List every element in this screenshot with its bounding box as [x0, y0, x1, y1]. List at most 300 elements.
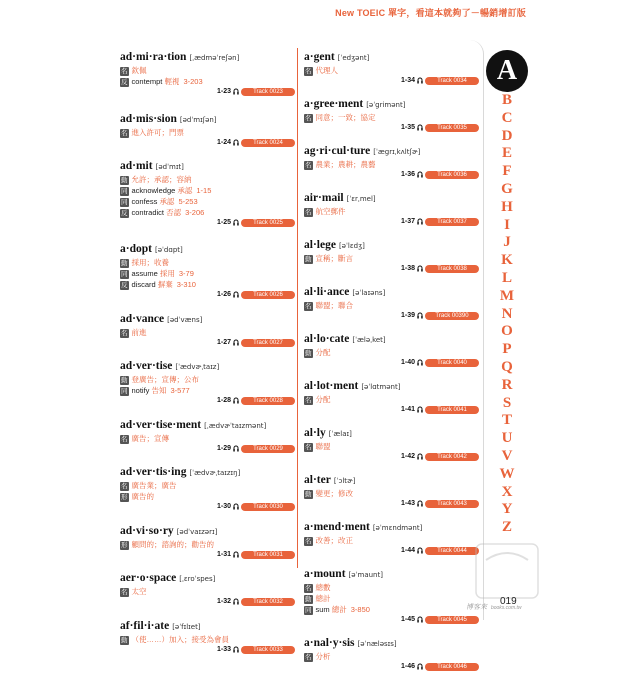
entry-footer: [120, 597, 295, 608]
sense-line: [304, 535, 479, 546]
headphone-icon: [233, 503, 239, 510]
definition: 廣告業；廣告: [131, 481, 177, 490]
entry-number: 1-35: [400, 124, 415, 131]
part-of-speech-badge: 同: [121, 198, 128, 206]
audio-track-button[interactable]: Track 0043: [425, 500, 479, 508]
audio-track-button[interactable]: Track 0046: [425, 663, 479, 671]
entry-footer: [120, 290, 295, 301]
entry-number: 1-33: [216, 646, 231, 653]
headword: [304, 473, 479, 488]
headphone-icon: [417, 359, 423, 366]
dictionary-entry: [120, 50, 295, 98]
part-of-speech-badge: 動: [305, 255, 312, 263]
dictionary-entry: [120, 418, 295, 455]
sense-line: [120, 539, 295, 550]
entry-footer: [120, 502, 295, 513]
related-word: [132, 77, 203, 86]
entry-number: 1-26: [216, 291, 231, 298]
pronunciation: [ədˈvaɪzərɪ]: [176, 528, 218, 536]
watermark-title: 博客來: [466, 604, 487, 611]
sense-line: [304, 488, 479, 499]
definition: 變更；修改: [315, 489, 353, 498]
pronunciation: [ˈɔltɚ]: [333, 477, 356, 485]
headword-text: aer·o·space: [120, 572, 177, 584]
entry-number: 1-34: [400, 77, 415, 84]
headword: [120, 571, 295, 586]
headword: [120, 465, 295, 480]
headphone-icon: [233, 646, 239, 653]
dictionary-entry: [304, 636, 479, 673]
sense-line: [120, 327, 295, 338]
part-of-speech-badge: 名: [121, 482, 128, 490]
alphabet-letter-x[interactable]: X: [501, 483, 513, 500]
audio-track-button[interactable]: Track 0026: [241, 291, 295, 299]
alphabet-letter-z[interactable]: Z: [501, 519, 512, 536]
sense-line: [120, 185, 295, 196]
audio-track-button[interactable]: Track 0031: [241, 551, 295, 559]
column-divider: [297, 48, 298, 568]
alphabet-letter-n[interactable]: N: [501, 305, 513, 322]
definition: （使……）加入；接受為會員: [131, 635, 229, 644]
headword: [120, 112, 295, 127]
sense-line: [304, 651, 479, 662]
alphabet-letter-l[interactable]: L: [501, 269, 512, 286]
part-of-speech-badge: 名: [305, 396, 312, 404]
left-column: [120, 50, 295, 656]
entry-footer: [120, 218, 295, 229]
headword: [120, 159, 295, 174]
sense-line: [120, 279, 295, 290]
sense-line: [120, 257, 295, 268]
audio-track-button[interactable]: Track 0027: [241, 339, 295, 347]
entry-number: 1-46: [400, 663, 415, 670]
headphone-icon: [233, 339, 239, 346]
related-word-cn: 否認: [166, 208, 182, 217]
alphabet-letter-y[interactable]: Y: [501, 501, 513, 518]
related-word-en: contempt: [131, 77, 165, 86]
headword-text: air·mail: [304, 192, 344, 204]
dictionary-entry: [120, 312, 295, 349]
sense-line: [304, 441, 479, 452]
part-of-speech-badge: 反: [121, 281, 128, 289]
entry-footer: [304, 123, 479, 134]
headphone-icon: [417, 500, 423, 507]
pronunciation: [ˈælaɪ]: [328, 430, 352, 438]
sense-line: [304, 394, 479, 405]
related-word-en: sum: [315, 605, 332, 614]
definition: 改善；改正: [315, 536, 353, 545]
audio-track-button[interactable]: Track 0024: [241, 139, 295, 147]
audio-track-button[interactable]: Track 0037: [425, 218, 479, 226]
alphabet-letter-c[interactable]: C: [501, 109, 513, 126]
dictionary-entry: [304, 191, 479, 228]
dictionary-entry: [120, 159, 295, 229]
audio-track-button[interactable]: Track 0044: [425, 547, 479, 555]
alphabet-letter-k[interactable]: K: [501, 252, 513, 269]
part-of-speech-badge: 形: [121, 541, 128, 549]
sense-line: [120, 374, 295, 385]
alphabet-letter-u[interactable]: U: [501, 430, 513, 447]
current-letter-tab[interactable]: A: [486, 50, 528, 92]
audio-track-button[interactable]: Track 0025: [241, 219, 295, 227]
entry-footer: [304, 170, 479, 181]
headphone-icon: [417, 547, 423, 554]
headphone-icon: [233, 219, 239, 226]
pronunciation: [ˈæləˌket]: [352, 336, 386, 344]
audio-track-button[interactable]: Track 0041: [425, 406, 479, 414]
definition: 分配: [315, 395, 331, 404]
pronunciation: [ədˈmɪt]: [155, 163, 184, 171]
audio-track-button[interactable]: Track 0038: [425, 265, 479, 273]
pronunciation: [ədˈmɪʃən]: [179, 116, 217, 124]
audio-track-button[interactable]: Track 0034: [425, 77, 479, 85]
definition: 聯盟；聯合: [315, 301, 353, 310]
entry-footer: [120, 645, 295, 656]
alphabet-letter-b[interactable]: B: [501, 92, 512, 108]
part-of-speech-badge: 動: [121, 176, 128, 184]
headword: [304, 332, 479, 347]
part-of-speech-badge: 名: [121, 329, 128, 337]
pronunciation: [ˈedʒənt]: [337, 54, 370, 62]
headword-text: a·gree·ment: [304, 98, 364, 110]
headphone-icon: [417, 77, 423, 84]
entry-footer: [120, 138, 295, 149]
dictionary-entry: [120, 465, 295, 513]
alphabet-letter-r[interactable]: R: [501, 376, 513, 393]
definition: 代理人: [315, 66, 338, 75]
entry-number: 1-40: [400, 359, 415, 366]
audio-track-button[interactable]: Track 0029: [241, 445, 295, 453]
audio-track-button[interactable]: Track 0030: [241, 503, 295, 511]
page-number: 019: [500, 596, 517, 607]
alphabet-letter-h[interactable]: H: [501, 198, 513, 215]
dictionary-entry: [304, 285, 479, 322]
headword: [304, 567, 479, 582]
book-header: New TOEIC 單字，看這本就夠了－暢銷增訂版: [335, 8, 526, 18]
headword: [304, 636, 479, 651]
sense-line: [304, 593, 479, 604]
related-word-cn: 摒棄: [157, 280, 173, 289]
part-of-speech-badge: 動: [305, 490, 312, 498]
dictionary-entry: [304, 332, 479, 369]
headword-text: ad·ver·tis·ing: [120, 466, 187, 478]
headword-text: al·ly: [304, 427, 326, 439]
related-word-cn: 總計: [331, 605, 347, 614]
entry-number: 1-31: [216, 551, 231, 558]
sense-line: [120, 634, 295, 645]
sense-line: [304, 159, 479, 170]
pronunciation: [əˈmaunt]: [348, 571, 383, 579]
part-of-speech-badge: 名: [121, 435, 128, 443]
sense-line: [304, 253, 479, 264]
headphone-icon: [417, 453, 423, 460]
pronunciation: [ədˈvæns]: [167, 316, 203, 324]
definition: 總計: [315, 594, 331, 603]
entry-number: 1-37: [400, 218, 415, 225]
sense-line: [120, 174, 295, 185]
sense-line: [120, 385, 295, 396]
pronunciation: [əˈfɪlɪet]: [172, 623, 201, 631]
headword: [120, 619, 295, 634]
definition: 農業；農耕；農藝: [315, 160, 376, 169]
related-word-en: assume: [131, 269, 160, 278]
related-word: [132, 197, 198, 206]
headword: [304, 144, 479, 159]
sense-line: [304, 582, 479, 593]
definition: 航空郵件: [315, 207, 346, 216]
part-of-speech-badge: 名: [305, 67, 312, 75]
audio-track-button[interactable]: Track 0035: [425, 124, 479, 132]
definition: 分析: [315, 652, 331, 661]
audio-track-button[interactable]: Track 0040: [425, 359, 479, 367]
pronunciation: [əˈgrimənt]: [366, 101, 406, 109]
headphone-icon: [233, 139, 239, 146]
part-of-speech-badge: 形: [121, 493, 128, 501]
part-of-speech-badge: 動: [305, 349, 312, 357]
dictionary-entry: [120, 524, 295, 561]
cross-reference: 1-15: [196, 186, 212, 195]
dictionary-entry: [120, 619, 295, 656]
sense-line: [304, 300, 479, 311]
entry-number: 1-39: [400, 312, 415, 319]
entry-number: 1-45: [400, 616, 415, 623]
headword-text: a·mount: [304, 568, 346, 580]
part-of-speech-badge: 名: [305, 161, 312, 169]
entry-footer: [120, 444, 295, 455]
related-word-cn: 承認: [177, 186, 193, 195]
alphabet-letter-q[interactable]: Q: [501, 358, 513, 375]
entry-footer: [304, 311, 479, 322]
pronunciation: [ˈædvɚˌtaɪzɪŋ]: [189, 469, 241, 477]
part-of-speech-badge: 反: [121, 78, 128, 86]
related-word-en: contradict: [131, 208, 167, 217]
part-of-speech-badge: 名: [305, 653, 312, 661]
definition: 廣告的: [131, 492, 154, 501]
entry-footer: [304, 264, 479, 275]
alphabet-letter-o[interactable]: O: [501, 323, 513, 340]
entry-number: 1-24: [216, 139, 231, 146]
dictionary-entry: [304, 238, 479, 275]
pronunciation: [əˈlɛdʒ]: [338, 242, 365, 250]
part-of-speech-badge: 名: [305, 208, 312, 216]
sense-line: [304, 112, 479, 123]
part-of-speech-badge: 名: [305, 302, 312, 310]
part-of-speech-badge: 名: [305, 443, 312, 451]
related-word-cn: 承認: [159, 197, 175, 206]
part-of-speech-badge: 同: [121, 187, 128, 195]
entry-number: 1-27: [216, 339, 231, 346]
headphone-icon: [417, 218, 423, 225]
sense-line: [120, 207, 295, 218]
headword-text: ad·mis·sion: [120, 113, 177, 125]
sense-line: [120, 433, 295, 444]
headphone-icon: [233, 445, 239, 452]
entry-number: 1-32: [216, 598, 231, 605]
entry-footer: [304, 615, 479, 626]
dictionary-entry: [304, 144, 479, 181]
headword: [120, 524, 295, 539]
definition: 聯盟: [315, 442, 331, 451]
dictionary-entry: [120, 112, 295, 149]
cross-reference: 3-577: [170, 386, 190, 395]
sense-line: [304, 206, 479, 217]
pronunciation: [ˌædməˈreʃən]: [189, 54, 240, 62]
pronunciation: [ˌædvɚˈtaɪzmənt]: [204, 422, 267, 430]
headword: [120, 418, 295, 433]
entry-number: 1-23: [216, 88, 231, 95]
audio-track-button[interactable]: Track 00390: [425, 312, 479, 320]
part-of-speech-badge: 反: [121, 209, 128, 217]
entry-number: 1-43: [400, 500, 415, 507]
audio-track-button[interactable]: Track 0042: [425, 453, 479, 461]
dictionary-entry: [304, 97, 479, 134]
sense-line: [120, 491, 295, 502]
alphabet-letter-f[interactable]: F: [502, 163, 512, 180]
part-of-speech-badge: 同: [121, 270, 128, 278]
headphone-icon: [417, 171, 423, 178]
headphone-icon: [417, 406, 423, 413]
part-of-speech-badge: 動: [121, 636, 128, 644]
headword: [304, 50, 479, 65]
definition: 分配: [315, 348, 331, 357]
headword: [120, 242, 295, 257]
headword-text: ad·vance: [120, 313, 165, 325]
definition: 允許；承認；容納: [131, 175, 192, 184]
dictionary-entry: [304, 379, 479, 416]
entry-footer: [120, 338, 295, 349]
headword-text: ad·mit: [120, 160, 153, 172]
headword-text: a·mend·ment: [304, 521, 370, 533]
headword-text: ad·ver·tise: [120, 360, 173, 372]
part-of-speech-badge: 動: [121, 259, 128, 267]
entry-number: 1-42: [400, 453, 415, 460]
headphone-icon: [417, 663, 423, 670]
watermark-subtitle: books.com.tw: [490, 605, 522, 611]
dictionary-entry: [304, 473, 479, 510]
alphabet-letter-v[interactable]: V: [501, 447, 513, 464]
dictionary-entry: [304, 426, 479, 463]
entry-number: 1-30: [216, 503, 231, 510]
definition: 顧問的；諮詢的；勸告的: [131, 540, 214, 549]
sense-line: [120, 586, 295, 597]
pronunciation: [əˈdɑpt]: [154, 246, 183, 254]
alphabet-letter-d[interactable]: D: [501, 127, 513, 144]
cross-reference: 5-253: [178, 197, 198, 206]
headphone-icon: [417, 312, 423, 319]
pronunciation: [ˈædvɚˌtaɪz]: [175, 363, 220, 371]
definition: 進入許可；門票: [131, 128, 184, 137]
alphabet-letter-e[interactable]: E: [501, 145, 512, 162]
headword-text: ad·ver·tise·ment: [120, 419, 202, 431]
pronunciation: [ˌɛroˈspes]: [179, 575, 216, 583]
entry-footer: [304, 546, 479, 557]
entry-number: 1-36: [400, 171, 415, 178]
entry-number: 1-38: [400, 265, 415, 272]
headword: [304, 426, 479, 441]
sense-line: [304, 604, 479, 615]
entry-footer: [304, 358, 479, 369]
headphone-icon: [233, 598, 239, 605]
pronunciation: [ˈægrɪˌkʌltʃɚ]: [373, 148, 421, 156]
alphabet-letter-m[interactable]: M: [499, 287, 515, 304]
entry-number: 1-25: [216, 219, 231, 226]
audio-track-button[interactable]: Track 0023: [241, 88, 295, 96]
related-word-en: acknowledge: [131, 186, 178, 195]
entry-footer: [304, 499, 479, 510]
headword-text: al·lo·cate: [304, 333, 350, 345]
pronunciation: [əˈmɛndmənt]: [372, 524, 423, 532]
related-word-en: discard: [131, 280, 158, 289]
entry-footer: [304, 217, 479, 228]
headword-text: a·dopt: [120, 243, 152, 255]
watermark-logo: [472, 540, 542, 602]
alphabet-letter-p[interactable]: P: [502, 341, 512, 358]
headword: [120, 312, 295, 327]
entry-number: 1-44: [400, 547, 415, 554]
part-of-speech-badge: 名: [121, 588, 128, 596]
alphabet-letter-s[interactable]: S: [502, 394, 512, 411]
definition: 太空: [131, 587, 147, 596]
related-word: [316, 605, 370, 614]
related-word-cn: 輕視: [164, 77, 180, 86]
cross-reference: 3-79: [178, 269, 194, 278]
definition: 登廣告；宣傳；公布: [131, 375, 199, 384]
headword-text: al·lot·ment: [304, 380, 359, 392]
part-of-speech-badge: 同: [121, 387, 128, 395]
headword: [304, 520, 479, 535]
headphone-icon: [233, 397, 239, 404]
dictionary-entry: [120, 242, 295, 301]
entry-footer: [120, 550, 295, 561]
entry-footer: [120, 396, 295, 407]
dictionary-entry: [304, 520, 479, 557]
audio-track-button[interactable]: Track 0032: [241, 598, 295, 606]
alphabet-letter-i[interactable]: I: [504, 216, 510, 233]
headword: [120, 359, 295, 374]
dictionary-entry: [304, 50, 479, 87]
entry-number: 1-29: [216, 445, 231, 452]
alphabet-letter-j[interactable]: J: [503, 234, 511, 251]
sense-line: [120, 127, 295, 138]
definition: 宣稱；斷言: [315, 254, 353, 263]
pronunciation: [əˈlɑtmənt]: [361, 383, 401, 391]
audio-track-button[interactable]: Track 0033: [241, 646, 295, 654]
alphabet-letter-g[interactable]: G: [501, 180, 513, 197]
headphone-icon: [233, 551, 239, 558]
part-of-speech-badge: 名: [121, 129, 128, 137]
sense-line: [304, 347, 479, 358]
part-of-speech-badge: 動: [121, 376, 128, 384]
headword-text: af·fil·i·ate: [120, 620, 170, 632]
sense-line: [120, 196, 295, 207]
audio-track-button[interactable]: Track 0045: [425, 616, 479, 624]
alphabet-letter-w[interactable]: W: [499, 465, 515, 482]
headword: [304, 191, 479, 206]
part-of-speech-badge: 名: [121, 67, 128, 75]
headword-text: al·lege: [304, 239, 336, 251]
entry-footer: [304, 662, 479, 673]
definition: 總數: [315, 583, 331, 592]
related-word-en: notify: [131, 386, 152, 395]
headword-text: a·nal·y·sis: [304, 637, 355, 649]
audio-track-button[interactable]: Track 0028: [241, 397, 295, 405]
headphone-icon: [233, 88, 239, 95]
entry-footer: [304, 76, 479, 87]
part-of-speech-badge: 名: [305, 114, 312, 122]
audio-track-button[interactable]: Track 0036: [425, 171, 479, 179]
headword: [304, 238, 479, 253]
alphabet-letter-t[interactable]: T: [501, 412, 512, 429]
